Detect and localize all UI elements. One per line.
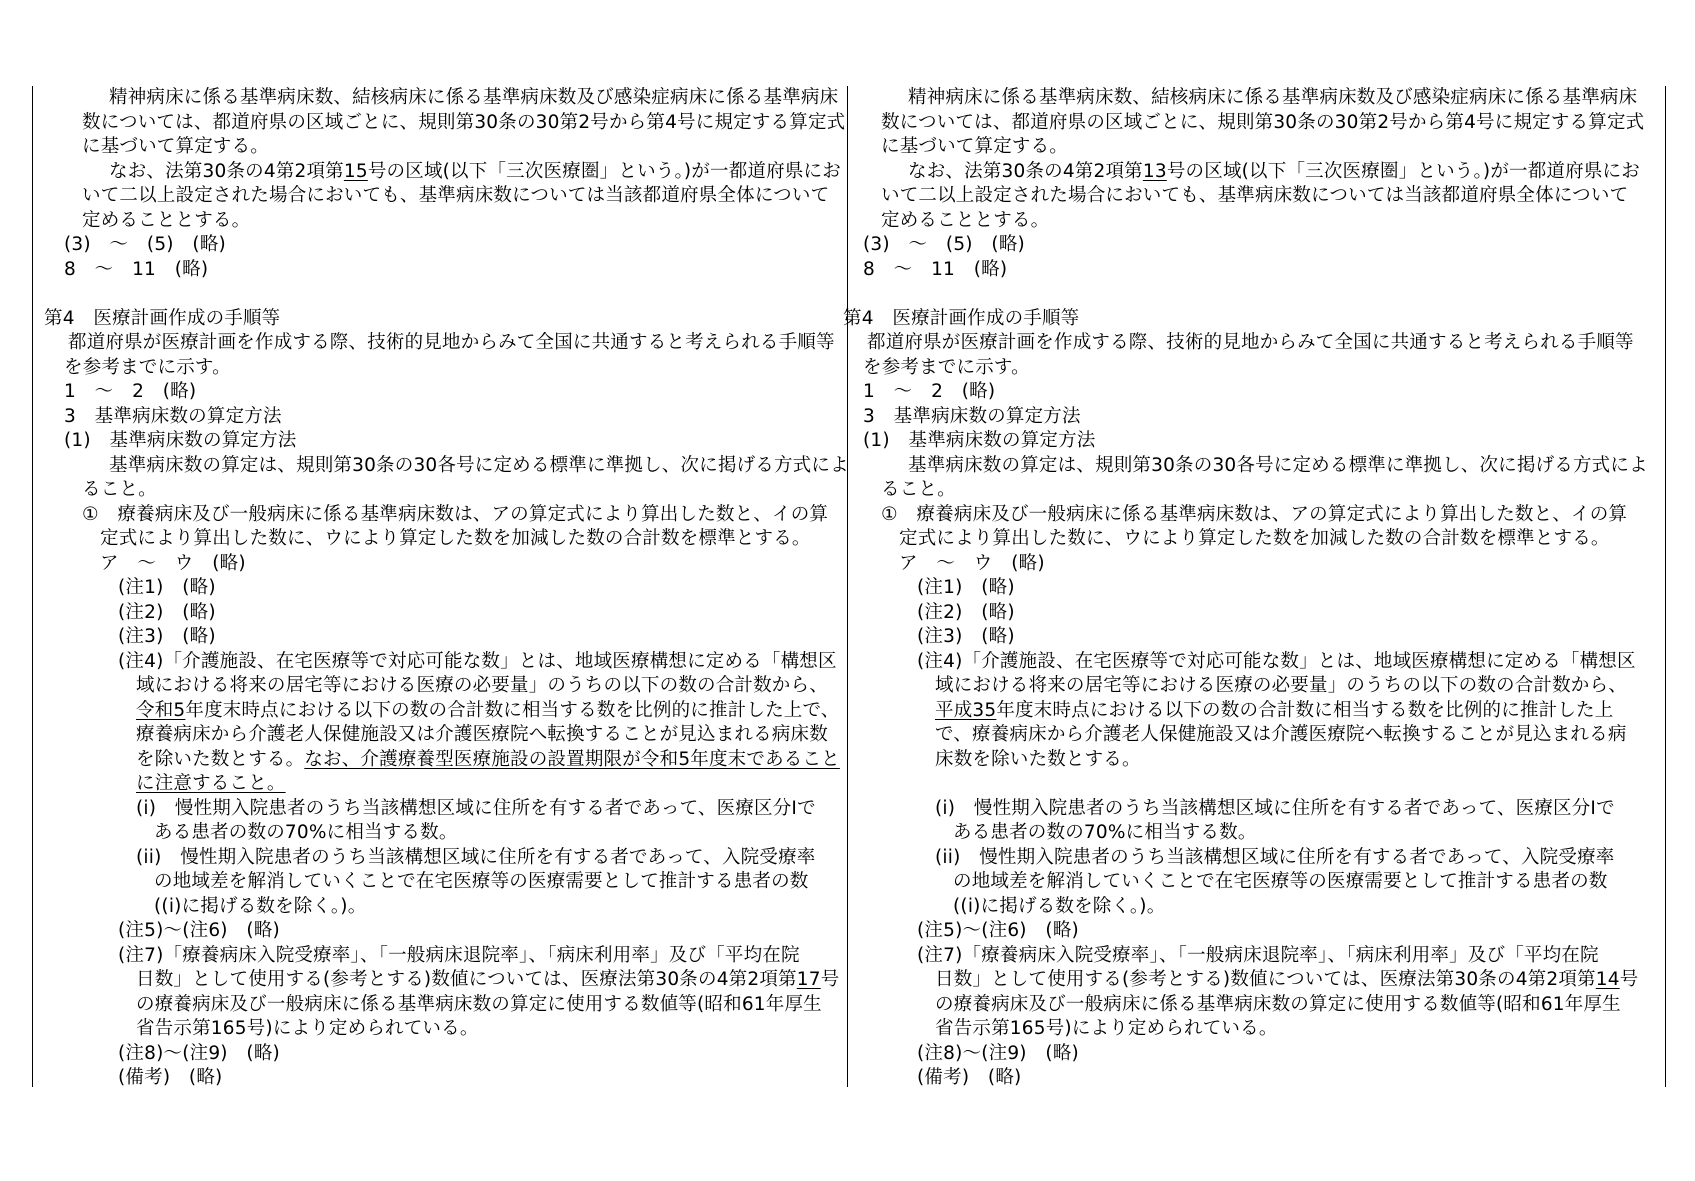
text-line	[881, 478, 956, 502]
text-line	[863, 233, 1025, 257]
text-segment: (注5)～(注6) (略)	[118, 920, 280, 941]
text-line	[118, 1066, 222, 1090]
column-current	[843, 86, 1666, 1088]
text-segment: ア ～ ウ (略)	[100, 552, 246, 574]
text-segment: 省告示第165号)により定められている。	[935, 1018, 1278, 1039]
underlined-text: 平成35	[935, 699, 997, 721]
text-segment: (3) ～ (5) (略)	[64, 234, 226, 255]
text-line	[935, 1017, 1278, 1041]
text-line	[64, 356, 231, 380]
text-line	[136, 968, 839, 992]
underlined-text: 15	[343, 160, 368, 182]
text-segment: 号の区域(以下「三次医療圏」という。)が一都道府県にお	[367, 160, 841, 182]
text-segment: ること。	[82, 479, 157, 500]
text-segment: (注3) (略)	[118, 626, 216, 647]
text-line	[118, 625, 216, 649]
text-segment: の療養病床及び一般病床に係る基準病床数の算定に使用する数値等(昭和61年厚生	[136, 993, 822, 1015]
text-segment: を除いた数とする。	[136, 748, 305, 770]
text-line	[100, 552, 246, 576]
text-line	[953, 870, 1608, 894]
text-line	[917, 944, 1599, 968]
text-line	[935, 993, 1621, 1017]
text-segment: を参考までに示す。	[863, 356, 1030, 378]
text-line	[154, 870, 809, 894]
text-line	[154, 895, 366, 919]
text-segment: (注2) (略)	[118, 601, 216, 623]
text-line	[935, 699, 1613, 723]
text-line	[917, 625, 1015, 649]
text-line	[136, 723, 828, 747]
text-segment: ある患者の数の70%に相当する数。	[953, 822, 1257, 843]
text-segment: (注8)～(注9) (略)	[917, 1042, 1079, 1064]
text-segment: (注4)「介護施設、在宅医療等で対応可能な数」とは、地域医療構想に定める「構想区	[917, 650, 1636, 672]
text-segment: の地域差を解消していくことで在宅医療等の医療需要として推計する患者の数	[953, 871, 1608, 892]
text-segment: 都道府県が医療計画を作成する際、技術的見地からみて全国に共通すると考えられる手順等	[68, 332, 835, 353]
text-line	[136, 846, 815, 870]
text-segment: で、療養病床から介護老人保健施設又は介護医療院へ転換することが見込まれる病	[935, 724, 1627, 745]
text-line	[899, 527, 1610, 551]
text-segment: (注1) (略)	[118, 577, 216, 598]
text-line	[136, 772, 286, 796]
text-line	[64, 258, 208, 282]
text-line	[863, 380, 995, 404]
text-segment: (1) 基準病床数の算定方法	[64, 430, 297, 451]
text-segment: 1 ～ 2 (略)	[64, 381, 197, 402]
underlined-text: に注意すること。	[136, 773, 286, 794]
column-revised	[32, 86, 848, 1087]
text-segment: (注3) (略)	[917, 626, 1015, 647]
text-segment: 年度末時点における以下の数の合計数に相当する数を比例的に推計した上	[996, 699, 1614, 721]
text-segment: ① 療養病床及び一般病床に係る基準病床数は、アの算定式により算出した数と、イの算	[881, 503, 1628, 525]
text-line	[935, 723, 1627, 747]
text-line	[82, 111, 845, 135]
text-line	[863, 429, 1096, 453]
text-segment: (注7)「療養病床入院受療率」、「一般病床退院率」、「病床利用率」及び「平均在院	[118, 944, 800, 966]
text-line	[917, 1066, 1021, 1090]
text-line	[843, 307, 1079, 331]
text-segment: (注5)～(注6) (略)	[917, 920, 1079, 941]
text-line	[917, 576, 1015, 600]
text-line	[82, 478, 157, 502]
text-segment: 号	[1619, 969, 1639, 990]
text-line	[118, 650, 837, 674]
text-line	[118, 919, 280, 943]
text-segment: 精神病床に係る基準病床数、結核病床に係る基準病床数及び感染症病床に係る基準病床	[908, 87, 1638, 108]
text-segment: に基づいて算定する。	[881, 136, 1069, 157]
text-segment: 数については、都道府県の区域ごとに、規則第30条の30第2号から第4号に規定する算定式	[881, 111, 1645, 133]
text-line	[82, 503, 828, 527]
text-segment: 日数」として使用する(参考とする)数値については、医療法第30条の4第2項第	[935, 969, 1596, 990]
text-segment: 定式により算出した数に、ウにより算定した数を加減した数の合計数を標準とする。	[100, 528, 811, 549]
text-line	[881, 209, 1049, 233]
text-segment: (備考) (略)	[118, 1067, 223, 1088]
text-line	[908, 454, 1648, 478]
text-line	[82, 135, 269, 159]
text-segment: ((i)に掲げる数を除く。)。	[154, 895, 367, 917]
text-line	[109, 86, 838, 110]
text-segment: 域における将来の居宅等における医療の必要量」のうちの以下の数の合計数から、	[136, 675, 828, 696]
text-line	[154, 821, 458, 845]
text-segment: 床数を除いた数とする。	[935, 748, 1141, 770]
text-line	[899, 552, 1045, 576]
text-segment: (ii) 慢性期入院患者のうち当該構想区域に住所を有する者であって、入院受療率	[935, 846, 1615, 868]
underlined-text: 13	[1142, 160, 1167, 182]
text-line	[935, 797, 1615, 821]
text-segment: 号の区域(以下「三次医療圏」という。)が一都道府県にお	[1166, 160, 1640, 182]
text-segment: を参考までに示す。	[64, 356, 231, 378]
text-segment: 第4 医療計画作成の手順等	[44, 307, 281, 329]
text-segment: なお、法第30条の4第2項第	[908, 160, 1143, 182]
text-segment: ((i)に掲げる数を除く。)。	[953, 895, 1166, 917]
text-line	[881, 503, 1627, 527]
text-segment: なお、法第30条の4第2項第	[109, 160, 344, 182]
text-segment: 日数」として使用する(参考とする)数値については、医療法第30条の4第2項第	[136, 969, 797, 990]
text-line	[881, 184, 1628, 208]
text-segment: (備考) (略)	[917, 1067, 1022, 1088]
text-line	[935, 674, 1627, 698]
text-segment: (注1) (略)	[917, 577, 1015, 598]
text-line	[68, 331, 835, 355]
text-segment: 都道府県が医療計画を作成する際、技術的見地からみて全国に共通すると考えられる手順等	[867, 332, 1634, 353]
text-segment: (注2) (略)	[917, 601, 1015, 623]
text-segment: 8 ～ 11 (略)	[64, 258, 209, 280]
text-segment: ある患者の数の70%に相当する数。	[154, 822, 458, 843]
text-segment: 3 基準病床数の算定方法	[863, 405, 1081, 427]
text-segment: の地域差を解消していくことで在宅医療等の医療需要として推計する患者の数	[154, 871, 809, 892]
text-line	[953, 821, 1257, 845]
text-segment: ること。	[881, 479, 956, 500]
text-segment: 基準病床数の算定は、規則第30条の30各号に定める標準に準拠し、次に掲げる方式によ	[109, 454, 849, 476]
text-segment: 第4 医療計画作成の手順等	[843, 307, 1080, 329]
text-line	[136, 993, 822, 1017]
text-segment: 定めることとする。	[881, 209, 1050, 231]
text-line	[118, 601, 216, 625]
text-line	[908, 86, 1637, 110]
text-segment: 基準病床数の算定は、規則第30条の30各号に定める標準に準拠し、次に掲げる方式によ	[908, 454, 1648, 476]
text-line	[136, 1017, 479, 1041]
text-segment: 3 基準病床数の算定方法	[64, 405, 282, 427]
text-line	[44, 307, 280, 331]
text-segment: (i) 慢性期入院患者のうち当該構想区域に住所を有する者であって、医療区分Ⅰで	[935, 797, 1615, 819]
text-line	[64, 380, 196, 404]
text-line	[109, 454, 849, 478]
text-segment: に基づいて算定する。	[82, 136, 270, 157]
text-segment: (注4)「介護施設、在宅医療等で対応可能な数」とは、地域医療構想に定める「構想区	[118, 650, 837, 672]
underlined-text: 17	[796, 969, 821, 990]
text-segment: 号	[820, 969, 840, 990]
text-line	[863, 405, 1081, 429]
text-segment: 精神病床に係る基準病床数、結核病床に係る基準病床数及び感染症病床に係る基準病床	[109, 87, 839, 108]
text-segment: ア ～ ウ (略)	[899, 552, 1045, 574]
text-segment: ① 療養病床及び一般病床に係る基準病床数は、アの算定式により算出した数と、イの算	[82, 503, 829, 525]
text-segment: (3) ～ (5) (略)	[863, 234, 1025, 255]
text-line	[935, 748, 1141, 772]
text-line	[64, 405, 282, 429]
text-line	[118, 576, 216, 600]
text-segment: 定式により算出した数に、ウにより算定した数を加減した数の合計数を標準とする。	[899, 528, 1610, 549]
text-line	[917, 601, 1015, 625]
text-line	[100, 527, 811, 551]
text-segment: 療養病床から介護老人保健施設又は介護医療院へ転換することが見込まれる病床数	[136, 724, 828, 745]
text-line	[136, 699, 840, 723]
text-segment: (注7)「療養病床入院受療率」、「一般病床退院率」、「病床利用率」及び「平均在院	[917, 944, 1599, 966]
text-segment: 定めることとする。	[82, 209, 251, 231]
text-line	[917, 919, 1079, 943]
text-segment: 8 ～ 11 (略)	[863, 258, 1008, 280]
text-segment: 1 ～ 2 (略)	[863, 381, 996, 402]
text-line	[82, 184, 829, 208]
text-line	[136, 797, 816, 821]
text-line	[867, 331, 1634, 355]
text-segment: いて二以上設定された場合においても、基準病床数については当該都道府県全体について	[881, 185, 1629, 206]
text-line	[935, 846, 1614, 870]
text-line	[881, 135, 1068, 159]
text-line	[863, 258, 1007, 282]
text-line	[863, 356, 1030, 380]
text-line	[917, 1042, 1079, 1066]
text-line	[118, 944, 800, 968]
text-line	[136, 674, 828, 698]
text-line	[109, 160, 841, 184]
text-line	[917, 650, 1636, 674]
text-segment: (i) 慢性期入院患者のうち当該構想区域に住所を有する者であって、医療区分Ⅰで	[136, 797, 816, 819]
text-segment: 域における将来の居宅等における医療の必要量」のうちの以下の数の合計数から、	[935, 675, 1627, 696]
text-segment: 年度末時点における以下の数の合計数に相当する数を比例的に推計した上で、	[185, 699, 840, 721]
underlined-text: 令和5	[136, 699, 186, 721]
text-line	[64, 233, 226, 257]
text-line	[908, 160, 1640, 184]
text-line	[64, 429, 297, 453]
text-line	[881, 111, 1644, 135]
text-line	[118, 1042, 280, 1066]
text-segment: (1) 基準病床数の算定方法	[863, 430, 1096, 451]
text-line	[935, 968, 1638, 992]
text-segment: の療養病床及び一般病床に係る基準病床数の算定に使用する数値等(昭和61年厚生	[935, 993, 1621, 1015]
underlined-text: なお、介護療養型医療施設の設置期限が令和5年度末であること	[304, 748, 840, 770]
text-line	[953, 895, 1165, 919]
text-segment: (注8)～(注9) (略)	[118, 1042, 280, 1064]
text-segment: 省告示第165号)により定められている。	[136, 1018, 479, 1039]
underlined-text: 14	[1595, 969, 1620, 990]
text-line	[136, 748, 840, 772]
text-segment: (ii) 慢性期入院患者のうち当該構想区域に住所を有する者であって、入院受療率	[136, 846, 816, 868]
text-segment: いて二以上設定された場合においても、基準病床数については当該都道府県全体について	[82, 185, 830, 206]
text-segment: 数については、都道府県の区域ごとに、規則第30条の30第2号から第4号に規定する算定式	[82, 111, 846, 133]
text-line	[82, 209, 250, 233]
